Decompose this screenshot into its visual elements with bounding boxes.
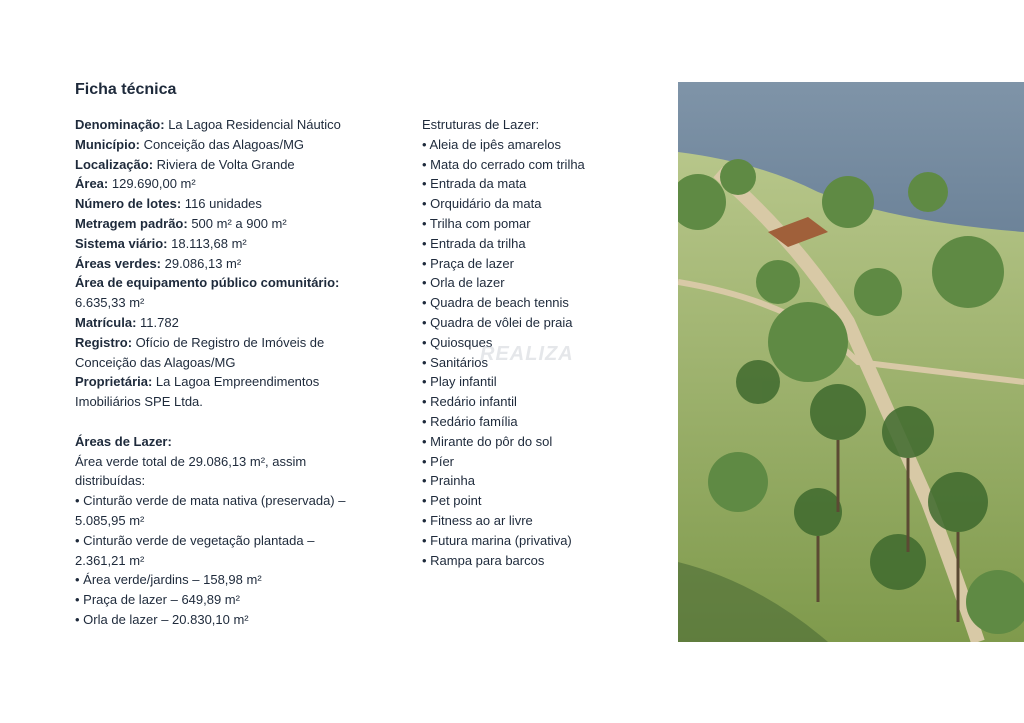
spec-value: La Lagoa Residencial Náutico: [164, 117, 341, 132]
structure-item: • Entrada da mata: [422, 176, 527, 192]
spec-row: [75, 214, 375, 234]
spec-label: Localização:: [75, 156, 154, 172]
spec-value: 29.086,13 m²: [161, 255, 242, 271]
leisure-area-line: • Praça de lazer – 649,89 m²: [75, 592, 240, 608]
spec-row: [75, 254, 375, 274]
spec-list: [75, 115, 375, 412]
structures-heading: Estruturas de Lazer:: [422, 117, 540, 132]
spec-value: Conceição das Alagoas/MG: [140, 136, 305, 152]
spec-label: Proprietária:: [75, 374, 153, 390]
structure-item: • Play infantil: [422, 374, 497, 390]
spec-value: Conceição das Alagoas/MG: [75, 354, 236, 370]
leisure-area-line: • Cinturão verde de vegetação plantada –: [75, 532, 315, 548]
spec-row: [75, 313, 375, 333]
structure-item: • Quadra de beach tennis: [422, 295, 569, 311]
structure-item: • Mata do cerrado com trilha: [422, 156, 585, 172]
watermark-logo: REALIZA: [480, 343, 574, 365]
spec-value: 500 m² a 900 m²: [187, 215, 287, 231]
spec-label: Número de lotes:: [75, 196, 182, 212]
leisure-areas-heading: Áreas de Lazer:: [75, 433, 172, 449]
spec-row: [75, 293, 375, 313]
structure-item: • Mirante do pôr do sol: [422, 433, 553, 449]
spec-row: [75, 135, 375, 155]
structure-item: • Aleia de ipês amarelos: [422, 136, 561, 152]
leisure-area-line: • Área verde/jardins – 158,98 m²: [75, 572, 262, 588]
leisure-area-line: • Orla de lazer – 20.830,10 m²: [75, 611, 249, 627]
spec-value: Imobiliários SPE Ltda.: [75, 394, 203, 410]
spec-row: [75, 155, 375, 175]
spec-label: Município:: [75, 136, 140, 152]
leisure-area-line: 2.361,21 m²: [75, 552, 145, 568]
spec-row: [75, 194, 375, 214]
spec-row: [75, 333, 375, 353]
leisure-area-line: Área verde total de 29.086,13 m², assim: [75, 453, 307, 469]
spec-value: 11.782: [136, 314, 179, 330]
spec-row: [75, 392, 375, 412]
spec-label: Área:: [75, 176, 109, 192]
spec-label: Área de equipamento público comunitário:: [75, 275, 340, 291]
spec-row: [75, 115, 375, 135]
structure-item: • Rampa para barcos: [422, 552, 545, 568]
structure-item: • Prainha: [422, 473, 475, 489]
leisure-area-line: 5.085,95 m²: [75, 512, 145, 528]
structure-item: • Trilha com pomar: [422, 215, 531, 231]
structure-item: • Pet point: [422, 493, 482, 509]
structure-item: • Orquidário da mata: [422, 196, 542, 212]
structure-item: • Entrada da trilha: [422, 235, 526, 251]
spec-value: La Lagoa Empreendimentos: [152, 374, 320, 390]
spec-label: Áreas verdes:: [75, 255, 161, 271]
structure-item: • Redário infantil: [422, 394, 517, 410]
spec-label: Metragem padrão:: [75, 215, 188, 231]
leisure-area-line: • Cinturão verde de mata nativa (preservada) –: [75, 493, 346, 509]
spec-row: [75, 174, 375, 194]
spec-value: Ofício de Registro de Imóveis de: [132, 334, 325, 350]
leisure-areas-list: [75, 452, 375, 630]
structure-item: • Fitness ao ar livre: [422, 512, 533, 528]
structure-item: • Orla de lazer: [422, 275, 505, 291]
aerial-render-image: [678, 82, 1024, 642]
page-title: Ficha técnica: [75, 81, 177, 98]
spec-value: 116 unidades: [181, 196, 262, 212]
spec-column: [75, 115, 375, 630]
structure-item: • Praça de lazer: [422, 255, 514, 271]
spec-row: [75, 234, 375, 254]
spec-label: Sistema viário:: [75, 235, 168, 251]
spec-row: [75, 273, 375, 293]
spec-row: [75, 353, 375, 373]
structure-item: • Redário família: [422, 413, 518, 429]
spec-value: 129.690,00 m²: [108, 176, 196, 192]
structure-item: • Quiosques: [422, 334, 493, 350]
structure-item: • Sanitários: [422, 354, 488, 370]
spec-label: Registro:: [75, 334, 133, 350]
spec-row: [75, 372, 375, 392]
spec-value: Riviera de Volta Grande: [153, 156, 295, 172]
structure-item: • Píer: [422, 453, 455, 469]
structure-item: • Quadra de vôlei de praia: [422, 314, 573, 330]
structure-item: • Futura marina (privativa): [422, 532, 572, 548]
spec-label: Matrícula:: [75, 314, 137, 330]
spec-value: 6.635,33 m²: [75, 295, 145, 311]
spec-label: Denominação:: [75, 117, 165, 132]
spec-value: 18.113,68 m²: [167, 235, 247, 251]
leisure-area-line: distribuídas:: [75, 473, 146, 489]
